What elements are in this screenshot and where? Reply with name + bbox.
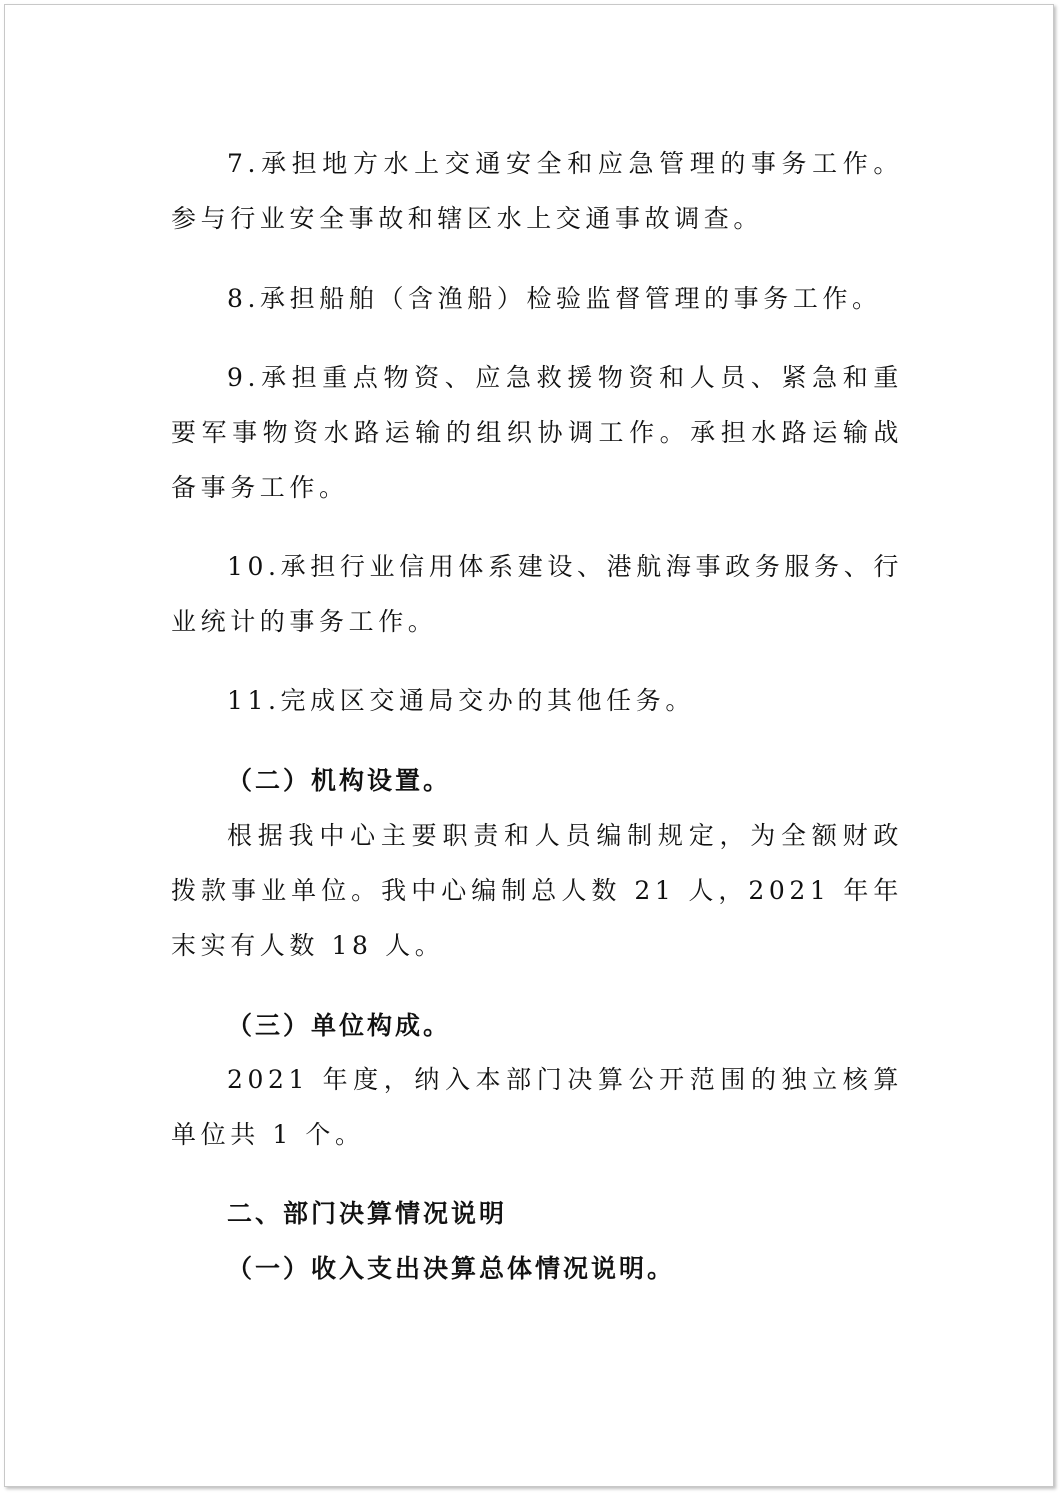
paragraph-item-9: 9.承担重点物资、应急救援物资和人员、紧急和重要军事物资水路运输的组织协调工作。承担水路运输战备事务工作。 (171, 363, 903, 502)
paragraph-item-7: 7.承担地方水上交通安全和应急管理的事务工作。参与行业安全事故和辖区水上交通事故调查。 (171, 149, 903, 233)
document-page (4, 4, 1054, 1487)
heading-org-structure: （二）机构设置。 (227, 766, 452, 795)
heading-section-2: 二、部门决算情况说明 (227, 1199, 508, 1228)
heading-income-expense: （一）收入支出决算总体情况说明。 (227, 1254, 676, 1283)
heading-unit-composition: （三）单位构成。 (227, 1011, 452, 1040)
paragraph-unit-composition: 2021 年度，纳入本部门决算公开范围的独立核算单位共 1 个。 (171, 1065, 903, 1149)
paragraph-item-11: 11.完成区交通局交办的其他任务。 (227, 686, 695, 715)
paragraph-item-8: 8.承担船舶（含渔船）检验监督管理的事务工作。 (227, 284, 882, 313)
paragraph-item-10: 10.承担行业信用体系建设、港航海事政务服务、行业统计的事务工作。 (171, 552, 903, 636)
paragraph-org-structure: 根据我中心主要职责和人员编制规定，为全额财政拨款事业单位。我中心编制总人数 21 人，2021 年年末实有人数 18 人。 (171, 821, 903, 960)
